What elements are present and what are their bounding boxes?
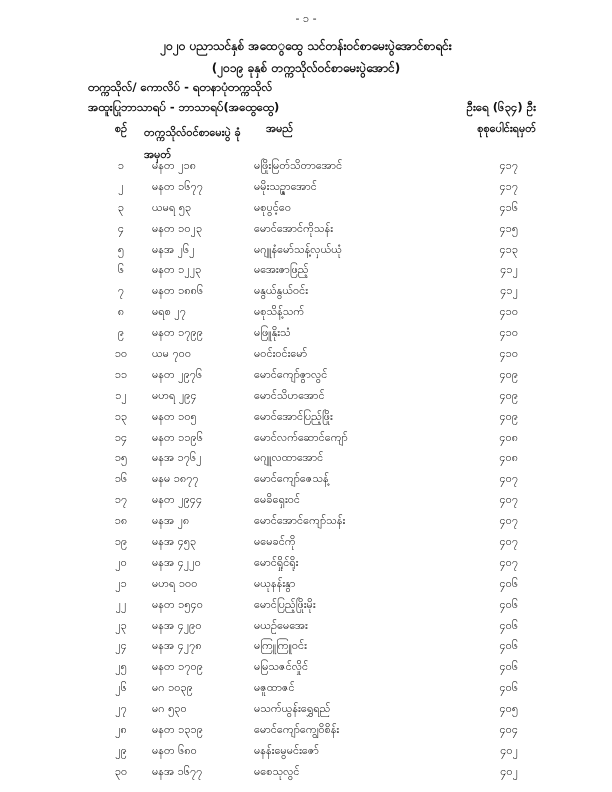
table-row (0, 218, 612, 239)
student-name: မစုပွင့်ဝေ (254, 200, 291, 214)
student-name: မဖြူနိုးသံ (254, 326, 291, 340)
roll-number: မဂ ၁၀၃၉ (152, 681, 193, 695)
row-number: ၁ (117, 159, 125, 172)
table-row (0, 468, 612, 489)
row-number: ၂ (118, 179, 124, 193)
total-marks: ၄၀၅ (499, 702, 518, 716)
table-row (0, 531, 612, 552)
student-name: မစုသိန့်သက် (254, 305, 305, 319)
row-number: ၄ (117, 221, 125, 235)
student-name: မမိုးသဉ္ဇာအောင် (254, 179, 317, 193)
table-row (0, 656, 612, 677)
student-name: မယုနန်းနွာ (254, 576, 296, 590)
document-title: ၂၀၂၀ ပညာသင်နှစ် အထေွထွေ သင်တန်းဝင်စာမေးပွဲအောင်စာရင်း (160, 39, 452, 53)
roll-number: ယမ ၇၀၀ (152, 347, 192, 361)
total-marks: ၄၁၂ (500, 284, 518, 298)
row-number: ၁၃ (114, 409, 128, 423)
student-name: မယဉ်မေအေး (254, 618, 308, 632)
row-number: ၇ (117, 284, 125, 298)
row-number: ၃ (117, 200, 125, 214)
student-name: မဂျူနံမော်သန့်လှယ်ယုံ (254, 242, 342, 256)
student-name: မဂျူလထာအောင် (254, 451, 324, 465)
table-row (0, 364, 612, 385)
table-row (0, 635, 612, 656)
table-row (0, 155, 612, 176)
roll-number: မနတ ၁၆၇၇ (152, 179, 203, 193)
roll-number: မနအ ၄၅၃ (152, 535, 197, 549)
roll-number: မနတ ၁၃၁၉ (152, 723, 203, 737)
row-number: ၉ (117, 326, 125, 340)
roll-number: မရစ ၂၇ (152, 305, 186, 319)
roll-number: မနတ ၁၅၄၀ (152, 597, 203, 611)
total-marks: ၄၀၉ (499, 409, 518, 423)
table-row (0, 259, 612, 280)
student-name: မေခိရှေးဝင် (254, 493, 301, 507)
student-name: မကြူကြူဝင်း (254, 639, 307, 653)
roll-number: မနအ ၁၆၇၇ (152, 764, 203, 778)
total-marks: ၄၁၀ (499, 305, 518, 319)
student-name: မနန်းမွေမင်းဇော် (254, 743, 319, 757)
total-marks: ၄၁၅ (499, 221, 518, 235)
table-row (0, 447, 612, 468)
total-marks: ၄၀၆ (499, 576, 518, 590)
row-number: ၂၄ (115, 639, 127, 653)
student-name: မမေခင်ကို (254, 535, 296, 549)
table-row (0, 197, 612, 218)
student-name: မအေးဇာဖြည့် (254, 263, 309, 277)
roll-number: မနတ ၁၇၉၉ (152, 326, 203, 340)
total-marks: ၄၁၀ (499, 326, 518, 340)
table-row (0, 427, 612, 448)
row-number: ၅ (117, 242, 125, 256)
roll-number: ယမရ ၅၃ (152, 200, 192, 214)
row-number: ၂၁ (115, 576, 127, 590)
table-row (0, 719, 612, 740)
total-marks: ၄၀၇ (499, 472, 518, 486)
total-marks: ၄၀၈ (499, 430, 518, 444)
roll-number: မနအ ၄၂၉၀ (152, 618, 202, 632)
roll-number: မနတ ၁၀၅ (152, 409, 197, 423)
total-marks: ၄၀၂ (500, 764, 518, 778)
table-row (0, 594, 612, 615)
total-marks: ၄၁၆ (499, 200, 518, 214)
roll-number: မနတ ၁၂၂၃ (152, 263, 202, 277)
row-number: ၂၀ (115, 555, 127, 569)
student-name: မသက်ယွန်းရွှေရည် (254, 702, 331, 716)
student-name: မောင်အောင်ကိုသန်း (254, 221, 334, 235)
student-name: မဇူထာဇင် (254, 681, 295, 695)
table-row (0, 322, 612, 343)
total-marks: ၄၁၀ (499, 347, 518, 361)
column-header-no: စဉ် (114, 122, 128, 135)
row-number: ၂၆ (115, 681, 127, 695)
roll-number: မနတ ၆၈၀ (152, 743, 197, 757)
row-number: ၂၅ (115, 660, 127, 674)
roll-number: မနအ ၁၇၆၂ (152, 451, 202, 465)
row-number: ၁၆ (114, 472, 128, 486)
roll-number: မဟရ ၂၉၄ (152, 388, 197, 402)
roll-number: မနတ ၁၈၈၆ (152, 284, 204, 298)
table-row (0, 280, 612, 301)
table-row (0, 573, 612, 594)
roll-number: မဟရ ၁၀၀ (152, 576, 198, 590)
total-marks: ၄၀၇ (499, 535, 518, 549)
roll-number: မနအ ၂၈ (152, 514, 190, 528)
table-row (0, 552, 612, 573)
student-name: မနွယ်နွယ်ဝင်း (254, 284, 309, 298)
student-name: မမြသဇင်လှိုင် (254, 660, 309, 674)
table-row (0, 740, 612, 761)
total-marks: ၄၀၄ (499, 723, 518, 737)
total-marks: ၄၀၂ (500, 743, 518, 757)
table-row (0, 385, 612, 406)
roll-number: မနတ ၁၇၀၉ (152, 660, 203, 674)
table-row (0, 489, 612, 510)
row-number: ၁၄ (114, 430, 128, 444)
total-marks: ၄၁၇ (499, 179, 518, 193)
row-number: ၁၂ (115, 388, 127, 402)
student-name: မောင်သိဟအောင် (254, 388, 325, 402)
column-header-name: အမည် (266, 122, 294, 135)
total-marks: ၄၁၃ (499, 242, 518, 256)
row-number: ၆ (117, 263, 125, 277)
student-name: မစေသုလွင် (254, 764, 300, 778)
column-header-marks: စုစုပေါင်းရမှတ် (477, 122, 536, 135)
student-name: မဝင်းဝင်းမော် (254, 347, 308, 361)
table-row (0, 301, 612, 322)
table-row (0, 406, 612, 427)
row-number: ၂၇ (115, 702, 127, 716)
row-number: ၂၃ (115, 618, 127, 632)
total-marks: ၄၀၆ (499, 681, 518, 695)
results-table (0, 155, 612, 782)
page-number: - ၁ - (295, 12, 317, 25)
subject-line: အထူးပြုဘာသာရပ် - ဘာသာရပ်(အထွေထွေ) (88, 100, 280, 114)
row-number: ၁၈ (114, 514, 128, 528)
roll-number: မနတ ၁၀၂၃ (152, 221, 203, 235)
row-number: ၁၁ (114, 367, 128, 381)
table-row (0, 510, 612, 531)
row-number: ၈ (117, 305, 125, 319)
total-marks: ၄၀၆ (499, 597, 518, 611)
table-row (0, 343, 612, 364)
student-name: မောင်အောင်ပြည့်ဖြိုး (254, 409, 333, 423)
student-name: မောင်ပြည့်ဖြိုးမိုး (254, 597, 316, 611)
roll-number: မနအ ၄၂၂၀ (152, 555, 201, 569)
roll-number: မနအ ၄၂၇၈ (152, 639, 202, 653)
table-row (0, 677, 612, 698)
total-marks: ၄၀၆ (499, 639, 518, 653)
row-number: ၂၂ (115, 597, 127, 611)
student-name: မောင်အောင်ကျော်သန်း (254, 514, 346, 528)
student-name: မောင်ကျော်ဇေသန့် (254, 472, 329, 486)
row-number: ၂၉ (115, 743, 127, 757)
roll-number: မဂ ၅၃၀ (152, 702, 187, 716)
total-marks: ၄၁၇ (499, 159, 518, 172)
total-marks: ၄၀၆ (499, 660, 518, 674)
document-subtitle: (၂၀၁၉ ခုနှစ် တက္ကသိုလ်ဝင်စာမေးပွဲအောင်) (211, 61, 401, 75)
roll-number: မနမ ၁၈၇၇ (152, 472, 199, 486)
roll-number: မနတ ၁၁၉၆ (152, 430, 203, 444)
row-number: ၁၉ (114, 535, 128, 549)
student-name: မဖြိုးမြတ်သိတာအောင် (254, 159, 343, 172)
row-number: ၁၅ (114, 451, 128, 465)
total-marks: ၄၀၆ (499, 618, 518, 632)
roll-number: မနတ ၂၉၇၆ (152, 367, 203, 381)
total-marks: ၄၀၉ (499, 367, 518, 381)
student-name: မောင်ကျော်ဇွာလွင် (254, 367, 328, 381)
table-row (0, 615, 612, 636)
table-row (0, 698, 612, 719)
row-number: ၁၇ (114, 493, 128, 507)
student-name: မောင်လက်ဆောင်ကျော် (254, 430, 348, 444)
row-number: ၂၈ (115, 723, 127, 737)
roll-number: မနအ ၂၆၂ (152, 242, 195, 256)
roll-number: မနတ ၂၉၄၄ (152, 493, 203, 507)
column-header-roll: တက္ကသိုလ်ဝင်စာမေးပွဲ ခုံအမှတ် (144, 126, 241, 161)
row-number: ၁၀ (114, 347, 128, 361)
total-marks: ၄၀၉ (499, 388, 518, 402)
table-row (0, 176, 612, 197)
student-name: မောင်ကျော်ကျွေဝိစိန်း (254, 723, 340, 737)
total-marks: ၄၀၈ (499, 451, 518, 465)
table-row (0, 239, 612, 260)
total-marks: ၄၀၇ (499, 555, 518, 569)
table-row (0, 761, 612, 782)
row-number: ၃၀ (114, 764, 128, 778)
total-marks: ၄၀၇ (499, 493, 518, 507)
roll-number: မနတ ၂၁၈ (152, 159, 197, 172)
total-marks: ၄၁၂ (500, 263, 518, 277)
total-marks: ၄၀၇ (499, 514, 518, 528)
student-name: မောင်ရှိုင်ရိုး (254, 555, 299, 569)
total-count-label: ဦးရေ (၆၃၄) ဦး (466, 100, 536, 114)
university-line: တက္ကသိုလ်/ ကောလိပ် - ရတနာပုံတက္ကသိုလ် (88, 80, 273, 94)
